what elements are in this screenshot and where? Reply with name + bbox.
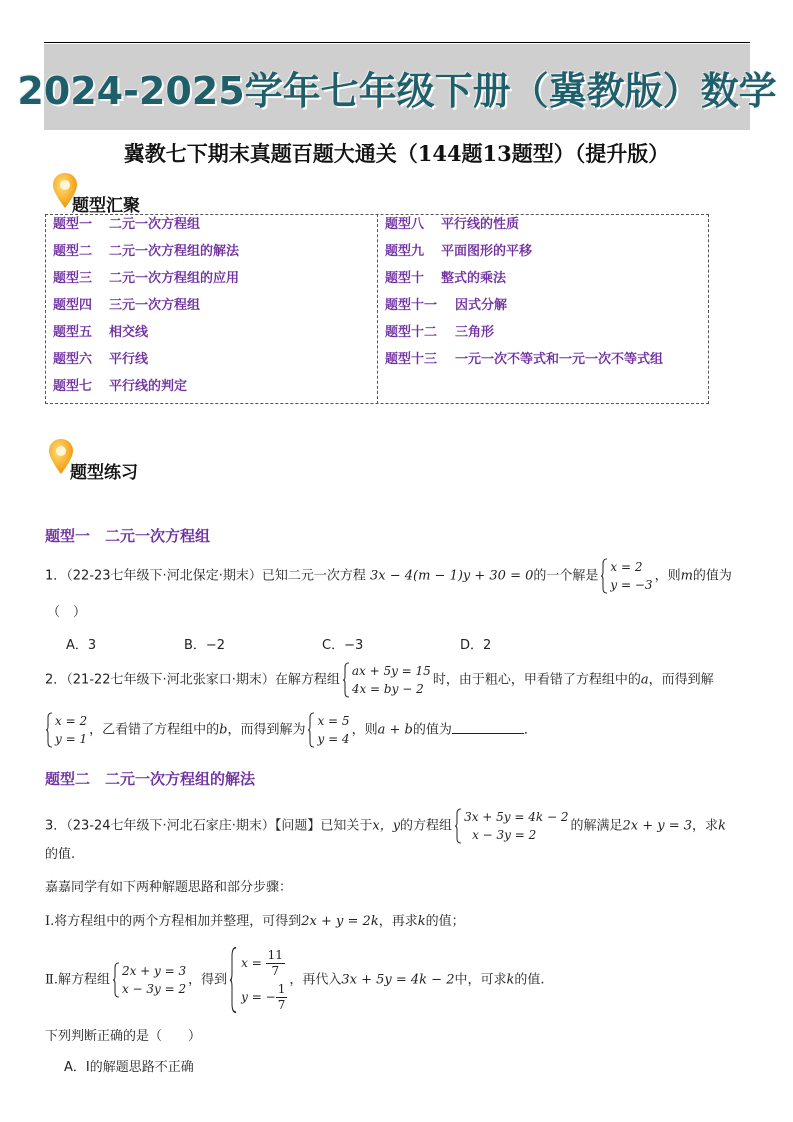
overview-right-list bbox=[385, 215, 663, 370]
banner-title: 2024-2025学年七年级下册（冀教版）数学 bbox=[17, 68, 777, 113]
overview-item[interactable]: 题型十一 因式分解 bbox=[385, 298, 508, 313]
question-3: 3．（23-24七年级下·河北石家庄·期末）【问题】已知关于x，y的方程组 3x + 5y = 4k − 2 x − 3y = 2 的解满足2x + y = 3，求k bbox=[45, 810, 726, 842]
overview-item[interactable]: 题型十三 一元一次不等式和一元一次不等式组 bbox=[385, 352, 664, 367]
question-2-line2: x = 2 y = 1 ，乙看错了方程组中的b，而得到解为 x = 5 y = 4 ，则a + b的值为 ． bbox=[45, 712, 537, 748]
option-d[interactable]: D．2 bbox=[460, 638, 492, 653]
overview-item[interactable]: 题型八 平行线的性质 bbox=[385, 217, 520, 232]
overview-item[interactable]: 题型五 相交线 bbox=[53, 325, 149, 340]
question-2: 2．（21-22七年级下·河北张家口·期末）在解方程组 ax + 5y = 15 4x = by − 2 时，由于粗心，甲看错了方程组中的a，而得到解 bbox=[45, 664, 714, 696]
answer-blank[interactable] bbox=[452, 719, 524, 734]
overview-item[interactable]: 题型十 整式的乘法 bbox=[385, 271, 507, 286]
question-3-line2: 的值. bbox=[45, 847, 76, 862]
overview-item[interactable]: 题型十二 三角形 bbox=[385, 325, 495, 340]
overview-left-list bbox=[53, 215, 239, 397]
practice-heading: 题型练习 bbox=[70, 463, 138, 483]
overview-item[interactable]: 题型三 二元一次方程组的应用 bbox=[53, 271, 240, 286]
overview-item[interactable]: 题型四 三元一次方程组 bbox=[53, 298, 201, 313]
overview-item[interactable]: 题型六 平行线 bbox=[53, 352, 149, 367]
answer-paren: （ ） bbox=[47, 605, 87, 620]
overview-item[interactable]: 题型二 二元一次方程组的解法 bbox=[53, 244, 240, 259]
q1-options bbox=[66, 636, 491, 656]
equation-system: ax + 5y = 15 4x = by − 2 bbox=[342, 662, 431, 698]
question-1: 1．（22-23七年级下·河北保定·期末）已知二元一次方程 3x − 4(m − 1)y + 30 = 0的一个解是 x = 2 y = −3 ，则m的值为 bbox=[45, 560, 732, 592]
overview-column-divider bbox=[377, 214, 378, 404]
overview-heading: 题型汇聚 bbox=[72, 196, 140, 216]
option-c[interactable]: C．−3 bbox=[322, 638, 364, 653]
top-rule bbox=[44, 42, 750, 43]
equation-system: x = 5 y = 4 bbox=[307, 712, 349, 748]
question-3-step1: Ⅰ.将方程组中的两个方程相加并整理，可得到2x + y = 2k，再求k的值； bbox=[45, 914, 465, 929]
option-a[interactable]: A．Ⅰ的解题思路不正确 bbox=[64, 1060, 194, 1075]
section-title-2: 题型二 二元一次方程组的解法 bbox=[45, 770, 256, 788]
equation-system: x = 2 y = 1 bbox=[45, 712, 87, 748]
question-3-step2: Ⅱ.解方程组 2x + y = 3 x − 3y = 2 ，得到 x = $\frac{11}{7}$ y = − $\frac{1}{7}$ ，再代入3x + 5y = 4k − 2中，可求k的值. bbox=[45, 948, 545, 1012]
question-3-intro: 嘉嘉同学有如下两种解题思路和部分步骤： bbox=[45, 880, 293, 895]
equation-system: 3x + 5y = 4k − 2 x − 3y = 2 bbox=[454, 808, 568, 844]
option-a[interactable]: A．3 bbox=[66, 638, 97, 653]
overview-item[interactable]: 题型九 平面图形的平移 bbox=[385, 244, 533, 259]
equation-system: x = 2 y = −3 bbox=[600, 558, 652, 594]
section-title-1: 题型一 二元一次方程组 bbox=[45, 527, 211, 545]
solution-system: x = $\frac{11}{7}$ y = − $\frac{1}{7}$ bbox=[229, 946, 287, 1014]
equation-system: 2x + y = 3 x − 3y = 2 bbox=[112, 962, 186, 998]
overview-item[interactable]: 题型一 二元一次方程组 bbox=[53, 217, 201, 232]
document-title: 冀教七下期末真题百题大通关（144题13题型）（提升版） bbox=[123, 141, 670, 166]
question-3-judge: 下列判断正确的是（ ） bbox=[45, 1029, 202, 1044]
title-banner bbox=[17, 44, 777, 130]
option-b[interactable]: B．−2 bbox=[184, 638, 226, 653]
overview-item[interactable]: 题型七 平行线的判定 bbox=[53, 379, 188, 394]
